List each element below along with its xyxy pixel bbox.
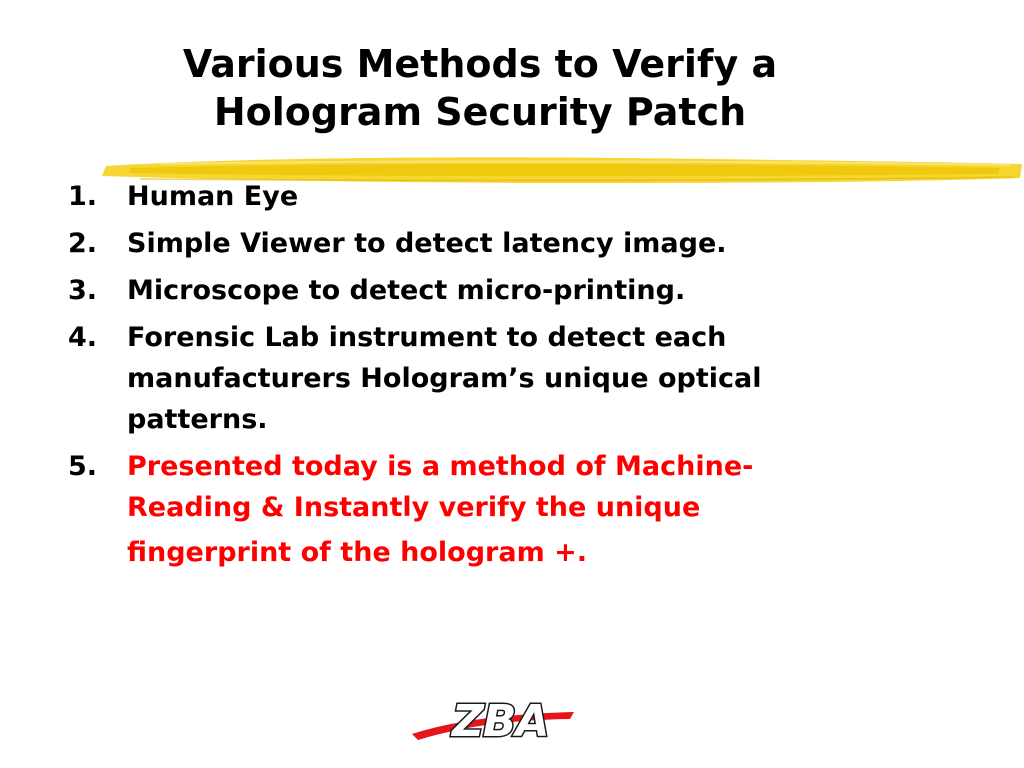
list-item bbox=[68, 317, 968, 440]
list-text: Simple Viewer to detect latency image. bbox=[127, 228, 727, 259]
slide-title bbox=[60, 40, 900, 136]
zba-logo bbox=[410, 692, 576, 744]
list-text-line: Reading & Instantly verify the unique bbox=[127, 492, 701, 523]
logo-text: ZBA bbox=[452, 696, 549, 744]
list-text-line: Forensic Lab instrument to detect each bbox=[127, 322, 727, 353]
list-number: 3. bbox=[68, 275, 98, 306]
list-item-highlighted bbox=[68, 446, 968, 573]
list-text-line: manufacturers Hologram’s unique optical bbox=[127, 363, 762, 394]
list-text: Microscope to detect micro-printing. bbox=[127, 275, 686, 306]
list-text-line: fingerprint of the hologram +. bbox=[127, 537, 588, 568]
list-text-line: patterns. bbox=[127, 404, 268, 435]
list-item bbox=[68, 270, 968, 311]
methods-list bbox=[68, 176, 968, 579]
list-number: 2. bbox=[68, 228, 98, 259]
title-line-1: Various Methods to Verify a bbox=[182, 42, 778, 86]
list-number: 5. bbox=[68, 451, 98, 482]
title-line-2: Hologram Security Patch bbox=[213, 90, 747, 134]
list-number: 1. bbox=[68, 181, 98, 212]
list-item bbox=[68, 223, 968, 264]
list-item bbox=[68, 176, 968, 217]
list-text: Human Eye bbox=[127, 181, 299, 212]
list-number: 4. bbox=[68, 322, 98, 353]
list-text-line: Presented today is a method of Machine- bbox=[127, 451, 754, 482]
